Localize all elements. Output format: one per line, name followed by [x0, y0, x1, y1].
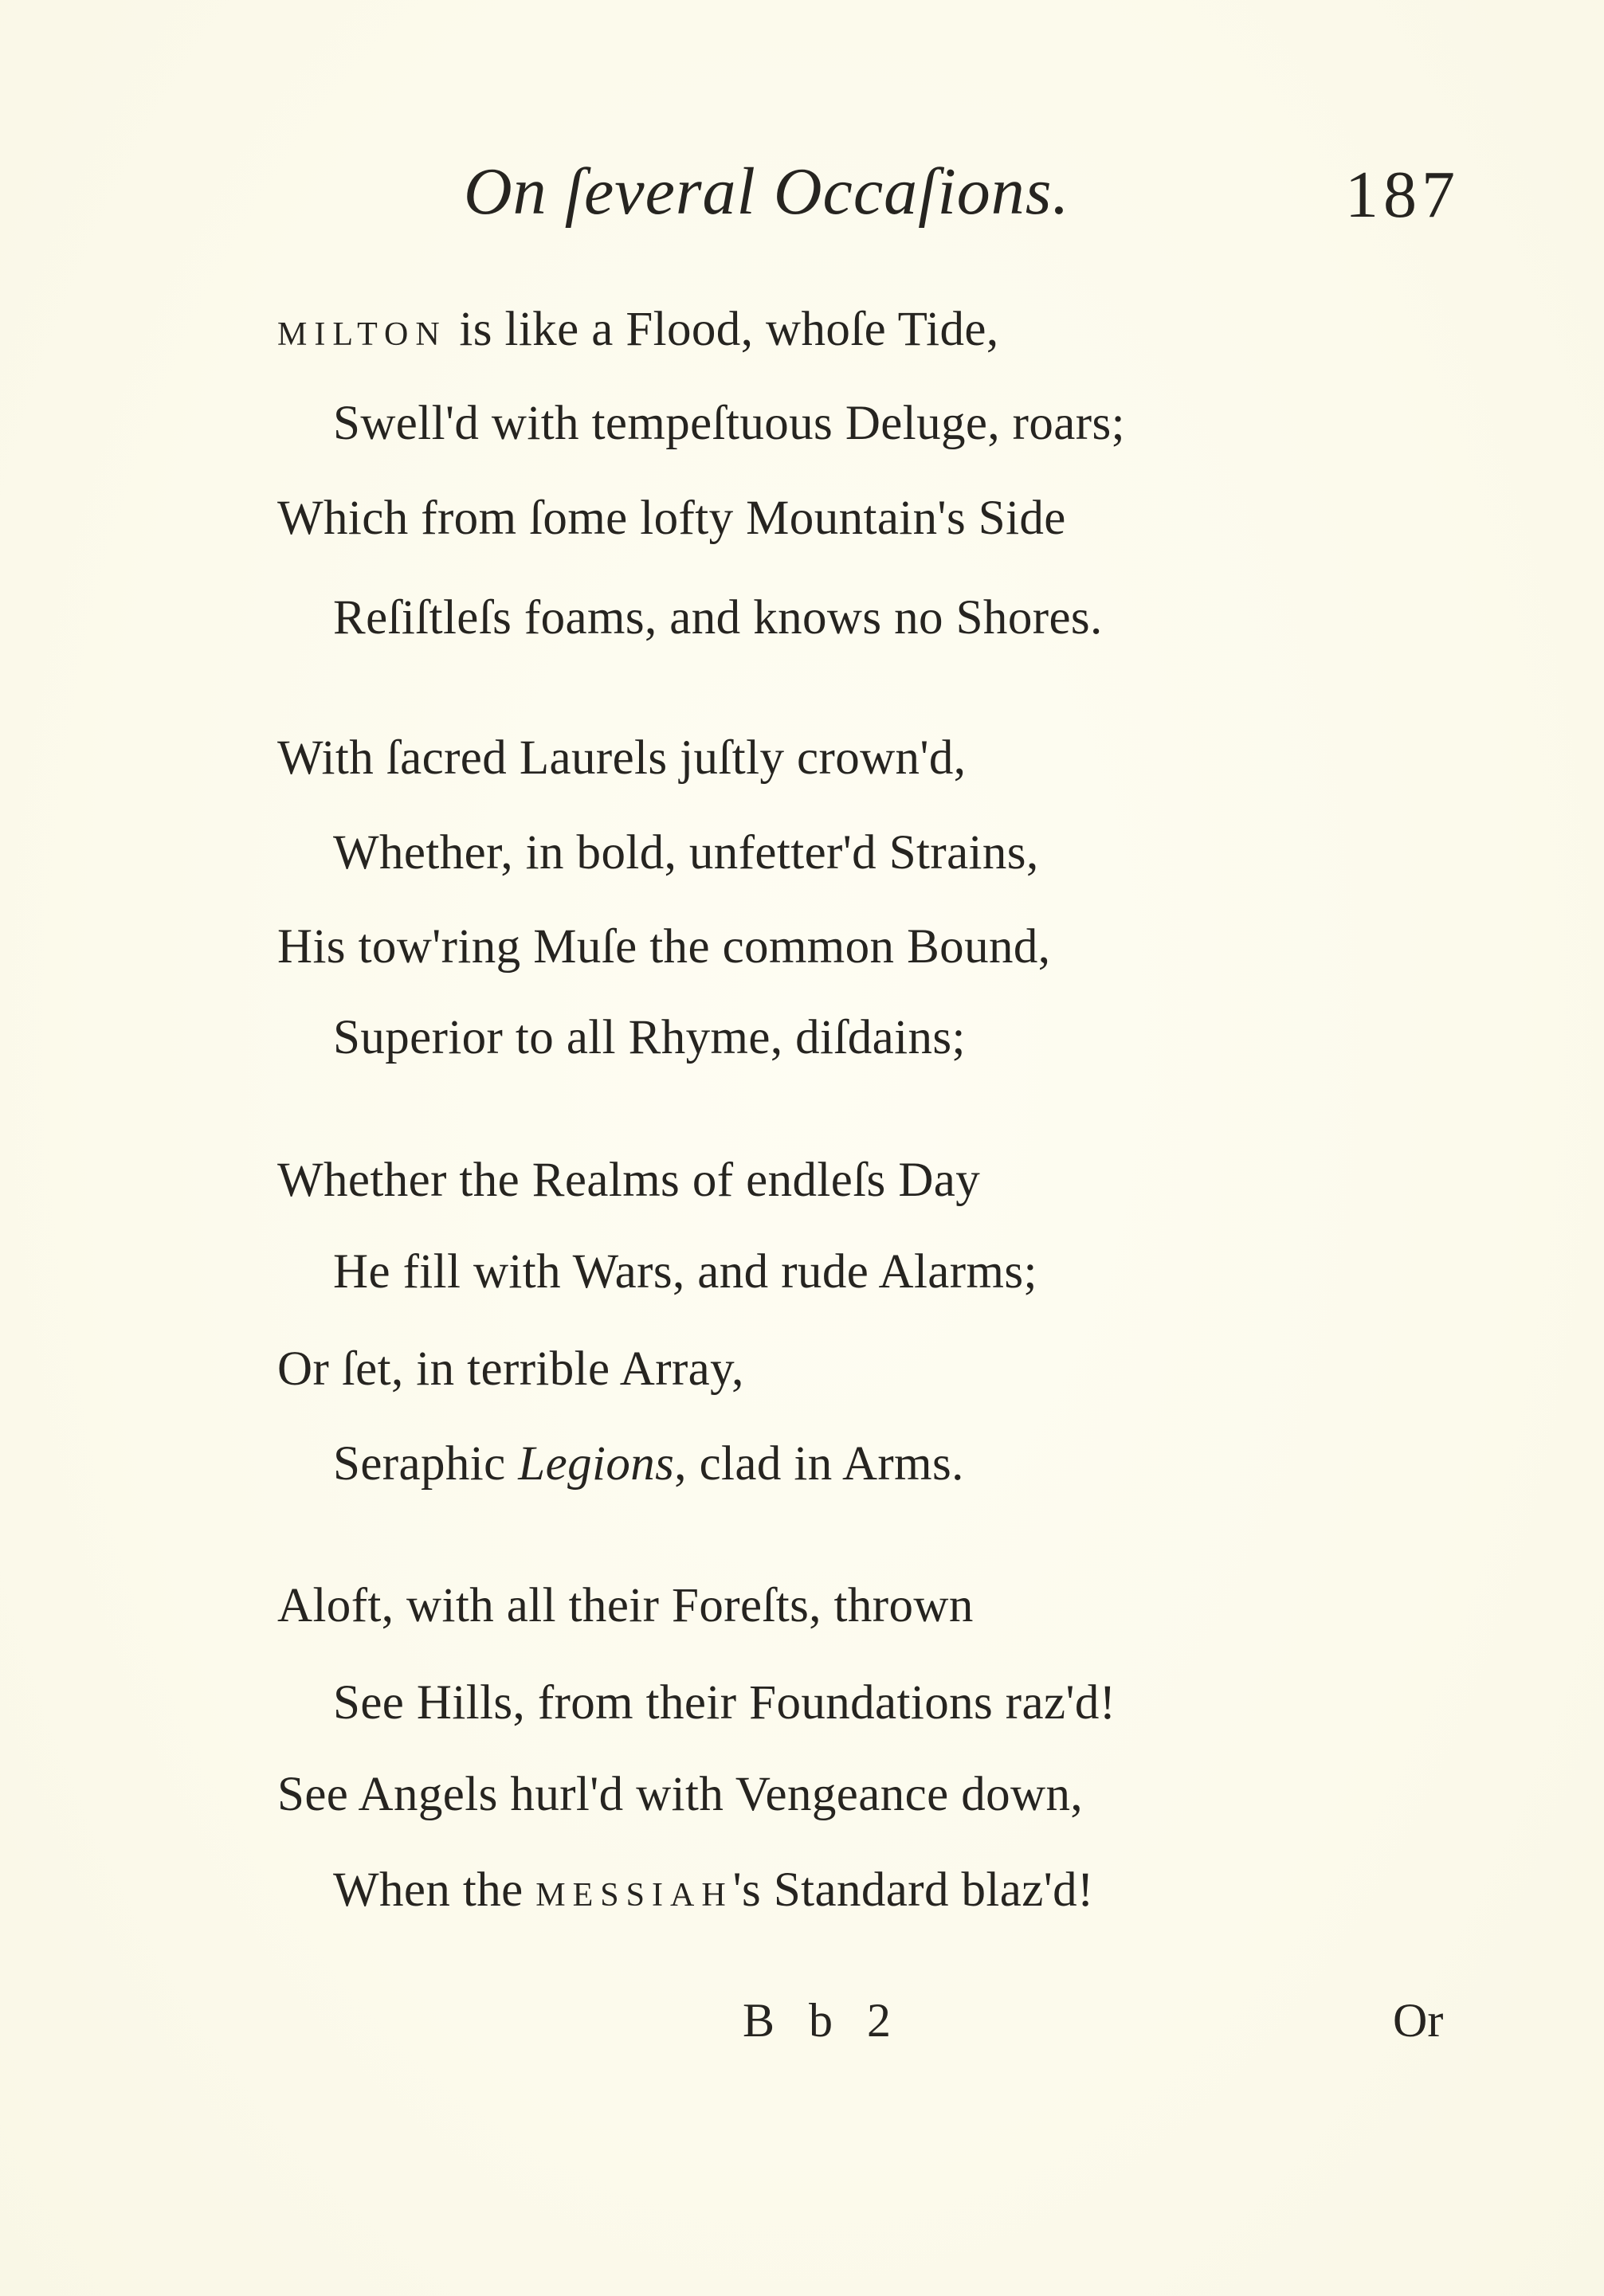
catchword: Or [1393, 1994, 1444, 2047]
verse-line: See Angels hurl'd with Vengeance down, [277, 1768, 1084, 1821]
verse-text: is like a Flood, whoſe Tide, [446, 303, 999, 356]
verse-line [333, 1437, 964, 1491]
verse-text: Seraphic [333, 1437, 519, 1491]
verse-line: Whether, in bold, unfetter'd Strains, [333, 826, 1039, 880]
verse-text: , clad in Arms. [674, 1437, 964, 1491]
verse-line [277, 305, 999, 354]
verse-line: See Hills, from their Foundations raz'd! [333, 1676, 1116, 1730]
italic-word: Legions [518, 1437, 675, 1491]
verse-line: Aloft, with all their Foreſts, thrown [277, 1579, 974, 1632]
verse-line: Swell'd with tempeſtuous Deluge, roars; [333, 397, 1125, 450]
verse-line: Or ſet, in terrible Array, [277, 1342, 744, 1396]
verse-line: His tow'ring Muſe the common Bound, [277, 920, 1051, 974]
verse-text: When the [333, 1863, 536, 1917]
signature-mark: B b 2 [743, 1994, 903, 2047]
verse-line: Reſiſtleſs foams, and knows no Shores. [333, 591, 1103, 645]
page-number: 187 [1345, 158, 1460, 232]
verse-text: 's Standard blaz'd! [732, 1863, 1094, 1917]
verse-line [333, 1863, 1094, 1917]
small-caps-name: MESSIAH [535, 1877, 733, 1914]
verse-line: Which from ſome lofty Mountain's Side [277, 492, 1066, 545]
verse-line: With ſacred Laurels juſtly crown'd, [277, 731, 967, 785]
verse-line: He fill with Wars, and rude Alarms; [333, 1245, 1037, 1299]
running-title: On ſeveral Occaſions. [464, 155, 1070, 229]
small-caps-name: MILTON [277, 316, 447, 353]
verse-line: Whether the Realms of endleſs Day [277, 1154, 981, 1207]
verse-line: Superior to all Rhyme, diſdains; [333, 1011, 966, 1064]
